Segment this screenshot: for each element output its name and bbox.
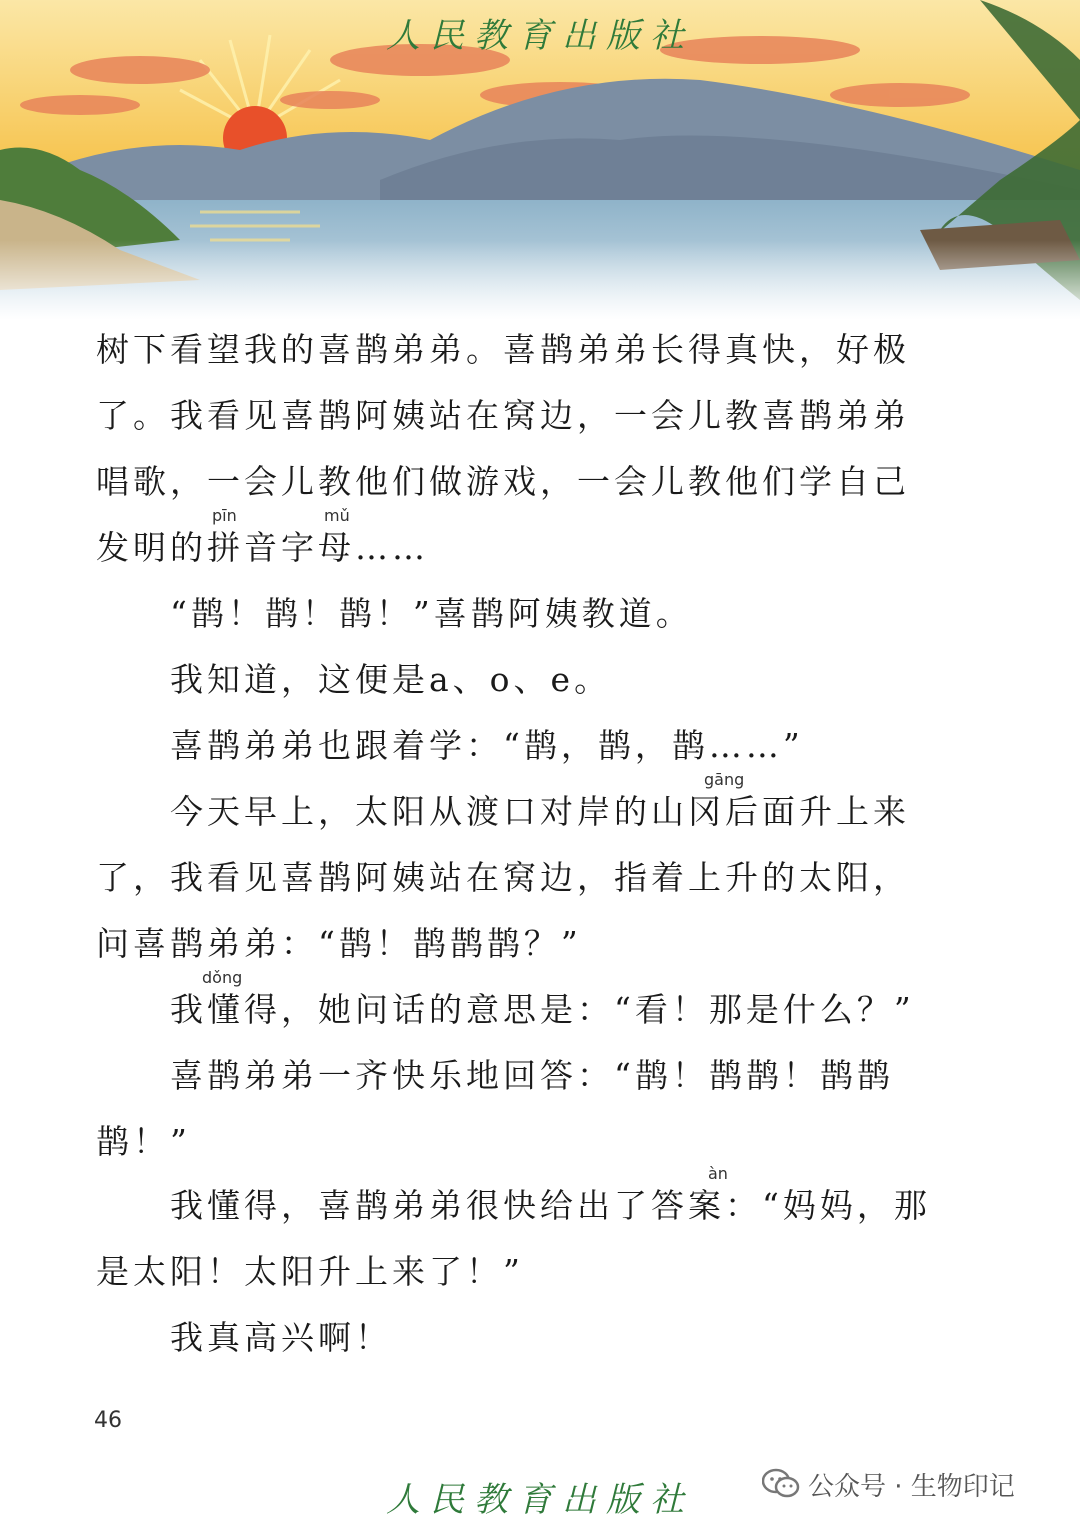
pinyin-annotation: mǔ [324,506,350,525]
text-line: 树下看望我的喜鹊弟弟。喜鹊弟弟长得真快，好极 [96,330,910,369]
text-line: 发明的拼音字母…… [96,528,429,567]
pinyin-annotation: àn [708,1164,728,1183]
page-number: 46 [94,1408,122,1433]
text-line: 问喜鹊弟弟：“鹊！鹊鹊鹊？” [96,924,582,963]
wechat-icon [762,1468,800,1500]
text-line: 我知道，这便是a、o、e。 [170,660,612,699]
publisher-watermark-bottom: 人民教育出版社 [386,1480,694,1520]
pinyin-annotation: pīn [212,506,237,525]
text-line: 了，我看见喜鹊阿姨站在窝边，指着上升的太阳， [96,858,910,897]
text-line: 喜鹊弟弟也跟着学：“鹊，鹊，鹊……” [170,726,804,765]
text-line: 我真高兴啊！ [170,1318,392,1357]
publisher-watermark-top: 人民教育出版社 [386,16,694,56]
pinyin-annotation: dǒng [202,968,243,987]
text-line: 我懂得，喜鹊弟弟很快给出了答案：“妈妈，那 [170,1186,931,1225]
pinyin-annotation: gāng [704,770,745,789]
text-line: 唱歌，一会儿教他们做游戏，一会儿教他们学自己 [96,462,910,501]
watermark-label: 公众号 · 生物印记 [808,1471,1015,1502]
text-line: “鹊！鹊！鹊！”喜鹊阿姨教道。 [170,594,693,633]
text-line: 鹊！” [96,1122,191,1161]
text-line: 我懂得，她问话的意思是：“看！那是什么？” [170,990,915,1029]
text-line: 是太阳！太阳升上来了！” [96,1252,524,1291]
text-line: 了。我看见喜鹊阿姨站在窝边，一会儿教喜鹊弟弟 [96,396,910,435]
text-line: 喜鹊弟弟一齐快乐地回答：“鹊！鹊鹊！鹊鹊 [170,1056,894,1095]
text-line: 今天早上，太阳从渡口对岸的山冈后面升上来 [170,792,910,831]
wechat-account-watermark [762,1462,1015,1506]
